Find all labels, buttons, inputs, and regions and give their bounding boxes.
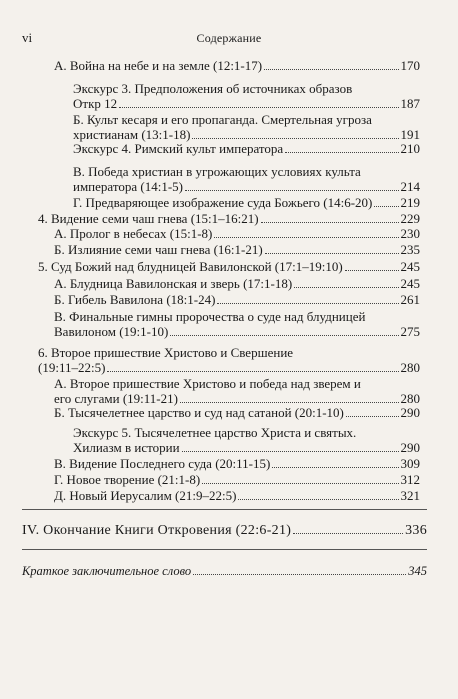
toc-page-number: 290 — [400, 440, 420, 455]
toc-entry-title: Б. Тысячелетнее царство и суд над сатаной (20:1-10) — [54, 405, 344, 420]
toc-entry — [73, 112, 420, 142]
toc-page-number: 230 — [400, 226, 420, 241]
dot-leader — [182, 451, 399, 452]
dot-leader — [185, 190, 399, 191]
dot-leader — [180, 402, 399, 403]
toc-entry — [38, 211, 420, 226]
dot-leader — [193, 574, 406, 575]
dot-leader — [119, 107, 398, 108]
toc-entry — [54, 276, 420, 291]
toc-entry-title: 6. Второе пришествие Христово и Свершение — [38, 345, 294, 360]
toc-entry — [22, 523, 427, 538]
dot-leader — [107, 371, 398, 372]
toc-page-number: 219 — [400, 195, 420, 210]
toc-entry-title: А. Блудница Вавилонская и зверь (17:1-18) — [54, 276, 293, 291]
toc-entry — [22, 564, 427, 579]
toc-entry — [73, 195, 420, 210]
toc-entry-title: IV. Окончание Книги Откровения (22:6-21) — [22, 523, 292, 538]
toc-entry — [54, 472, 420, 487]
toc-entry-title: А. Второе пришествие Христово и победа над зверем и — [54, 376, 361, 391]
toc-entry — [54, 309, 420, 339]
toc-page-number: 191 — [400, 127, 420, 142]
toc-page-number: 275 — [400, 324, 420, 339]
dot-leader — [346, 416, 399, 417]
toc-entry-title: Экскурс 4. Римский культ императора — [73, 141, 284, 156]
section-divider — [22, 549, 427, 550]
toc-entry-title: Б. Культ кесаря и его пропаганда. Смертельная угроза — [73, 112, 372, 127]
toc-entry — [54, 226, 420, 241]
toc-entry-title: Вавилоном (19:1-10) — [54, 324, 169, 339]
toc-page-number: 321 — [400, 488, 420, 503]
toc-entry-title: Б. Излияние семи чаш гнева (16:1-21) — [54, 242, 263, 257]
dot-leader — [272, 467, 398, 468]
toc-entry-title: Экскурс 3. Предположения об источниках образов — [73, 81, 353, 96]
toc-page-number: 214 — [400, 179, 420, 194]
toc-entry-title: его слугами (19:11-21) — [54, 391, 178, 406]
toc-entry — [54, 292, 420, 307]
toc-entry-title: христианам (13:1-18) — [73, 127, 191, 142]
toc-entry — [73, 425, 420, 455]
toc-entry — [54, 488, 420, 503]
toc-page-number: 280 — [400, 391, 420, 406]
toc-page-number: 210 — [400, 141, 420, 156]
dot-leader — [202, 483, 398, 484]
toc-page-number: 280 — [400, 360, 420, 375]
toc-entry — [73, 81, 420, 111]
dot-leader — [261, 222, 399, 223]
toc-entry-title: Хилиазм в истории — [73, 440, 180, 455]
toc-entry — [54, 58, 420, 73]
toc-entry-title: Краткое заключительное слово — [22, 564, 192, 578]
toc-page-number: 170 — [400, 58, 420, 73]
toc-entry-title: Г. Предваряющее изображение суда Божьего (14:6-20) — [73, 195, 373, 210]
toc-entry-title: В. Финальные гимны пророчества о суде над блудницей — [54, 309, 366, 324]
toc-entry-title: 5. Суд Божий над блудницей Вавилонской (17:1–19:10) — [38, 259, 343, 274]
dot-leader — [293, 533, 403, 534]
toc-entry-title: В. Победа христиан в угрожающих условиях культа — [73, 164, 361, 179]
dot-leader — [285, 152, 398, 153]
dot-leader — [192, 138, 398, 139]
toc-entry-title: В. Видение Последнего суда (20:11-15) — [54, 456, 271, 471]
toc-entry-title: 4. Видение семи чаш гнева (15:1–16:21) — [38, 211, 259, 226]
running-title: Содержание — [196, 31, 262, 45]
toc-entry-title: А. Пролог в небесах (15:1-8) — [54, 226, 213, 241]
toc-entry — [54, 456, 420, 471]
dot-leader — [214, 237, 398, 238]
section-divider — [22, 509, 427, 510]
toc-page-number: 235 — [400, 242, 420, 257]
toc-entry — [73, 141, 420, 156]
dot-leader — [238, 499, 398, 500]
toc-page-number: 309 — [400, 456, 420, 471]
toc-entry — [73, 164, 420, 194]
toc-page-number: 312 — [400, 472, 420, 487]
toc-entry-title: Г. Новое творение (21:1-8) — [54, 472, 201, 487]
toc-page-number: 187 — [400, 96, 420, 111]
toc-page-number: 245 — [400, 276, 420, 291]
dot-leader — [345, 270, 399, 271]
page-number: vi — [22, 30, 33, 45]
toc-entry — [54, 405, 420, 420]
dot-leader — [264, 69, 398, 70]
toc-entry-title: Откр 12 — [73, 96, 118, 111]
dot-leader — [374, 206, 398, 207]
toc-page-number: 336 — [405, 523, 427, 538]
toc-entry-title: (19:11–22:5) — [38, 360, 106, 375]
toc-entry-title: Д. Новый Иерусалим (21:9–22:5) — [54, 488, 237, 503]
toc-entry-title: Экскурс 5. Тысячелетнее царство Христа и святых. — [73, 425, 357, 440]
toc-entry — [54, 376, 420, 406]
dot-leader — [265, 253, 399, 254]
toc-entry-title: Б. Гибель Вавилона (18:1-24) — [54, 292, 216, 307]
toc-page-number: 261 — [400, 292, 420, 307]
dot-leader — [170, 335, 398, 336]
toc-page-number: 229 — [400, 211, 420, 226]
toc-entry-title: императора (14:1-5) — [73, 179, 183, 194]
toc-entry-title: А. Война на небе и на земле (12:1-17) — [54, 58, 263, 73]
toc-entry — [38, 345, 420, 375]
toc-entry — [54, 242, 420, 257]
dot-leader — [217, 303, 398, 304]
toc-page-number: 290 — [400, 405, 420, 420]
dot-leader — [294, 287, 398, 288]
toc-entry — [38, 259, 420, 274]
toc-page-number: 345 — [408, 564, 427, 578]
toc-page-number: 245 — [400, 259, 420, 274]
